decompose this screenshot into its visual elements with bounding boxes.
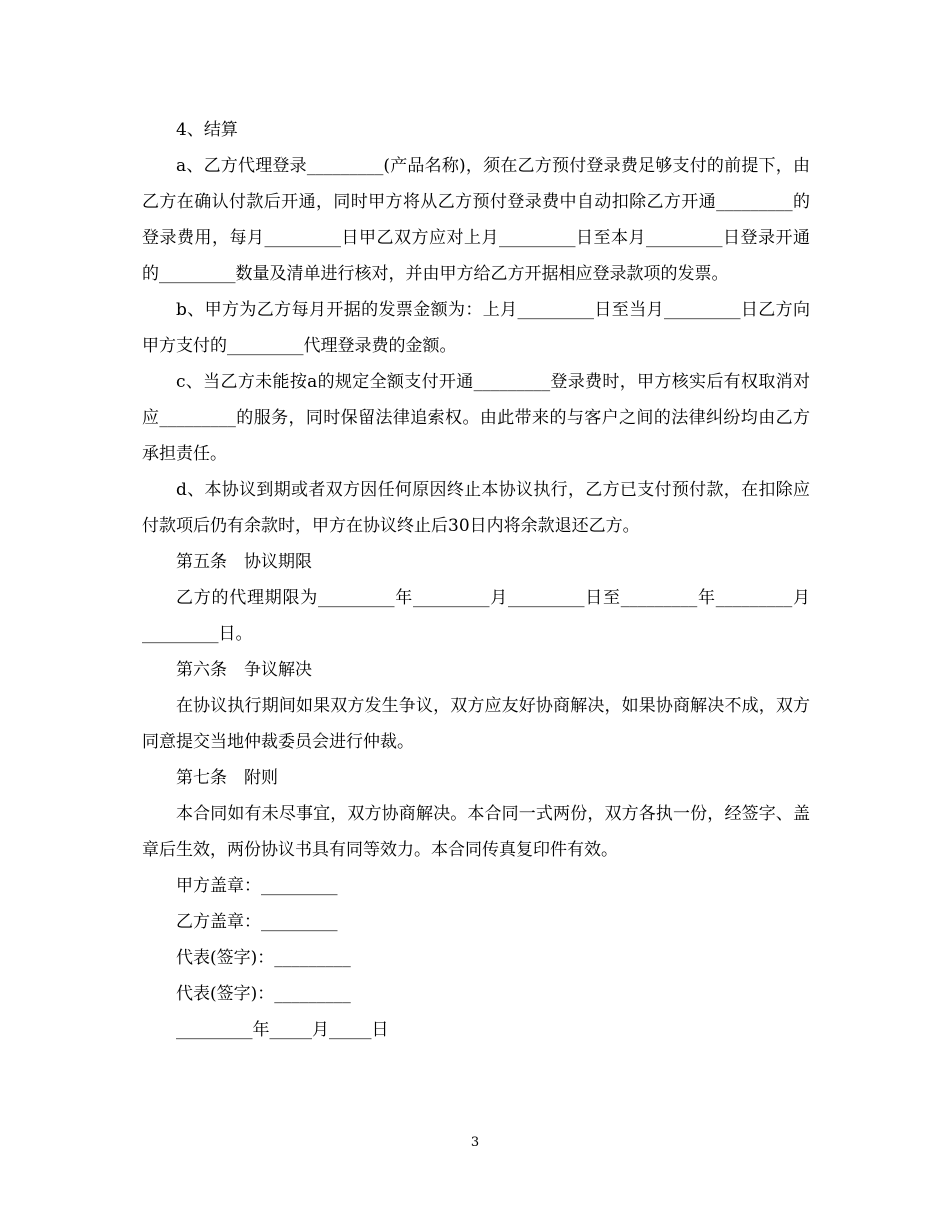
representative-signature-line: 代表(签字)：_________	[176, 984, 351, 1004]
clause-b-paragraph: b、甲方为乙方每月开据的发票金额为：上月_________日至当月_________日乙方向甲方支付的_________代理登录费的金额。	[142, 300, 810, 356]
dispute-resolution-paragraph: 在协议执行期间如果双方发生争议，双方应友好协商解决，如果协商解决不成，双方同意提交当地仲裁委员会进行仲裁。	[142, 696, 810, 752]
section-heading-settlement: 4、结算	[176, 120, 238, 140]
date-line: _________年_____月_____日	[176, 1020, 389, 1040]
clause-c-paragraph: c、当乙方未能按a的规定全额支付开通_________登录费时，甲方核实后有权取消对应_________的服务，同时保留法律追索权。由此带来的与客户之间的法律纠纷均由乙方承担责任。	[142, 372, 810, 464]
representative-signature-line: 代表(签字)：_________	[176, 948, 351, 968]
document-body	[142, 112, 810, 1048]
agency-term-paragraph: 乙方的代理期限为_________年_________月_________日至_________年_________月_________日。	[142, 588, 810, 644]
page-number: 3	[470, 1135, 480, 1150]
clause-a-paragraph: a、乙方代理登录_________(产品名称)，须在乙方预付登录费足够支付的前提下，由乙方在确认付款后开通，同时甲方将从乙方预付登录费中自动扣除乙方开通_________的登录费用，每月_________日甲乙双方应对上月_________日至本月_________日登录开通的_________数量及清单进行核对，并由甲方给乙方开据相应登录款项的发票。	[142, 156, 810, 284]
clause-d-paragraph: d、本协议到期或者双方因任何原因终止本协议执行，乙方已支付预付款，在扣除应付款项后仍有余款时，甲方在协议终止后30日内将余款退还乙方。	[142, 480, 810, 536]
article-six-heading: 第六条 争议解决	[176, 660, 312, 680]
party-a-seal-line: 甲方盖章：_________	[176, 876, 338, 896]
article-five-heading: 第五条 协议期限	[176, 552, 312, 572]
supplementary-provisions-paragraph: 本合同如有未尽事宜，双方协商解决。本合同一式两份，双方各执一份，经签字、盖章后生效，两份协议书具有同等效力。本合同传真复印件有效。	[142, 804, 810, 860]
article-seven-heading: 第七条 附则	[176, 768, 278, 788]
party-b-seal-line: 乙方盖章：_________	[176, 912, 338, 932]
